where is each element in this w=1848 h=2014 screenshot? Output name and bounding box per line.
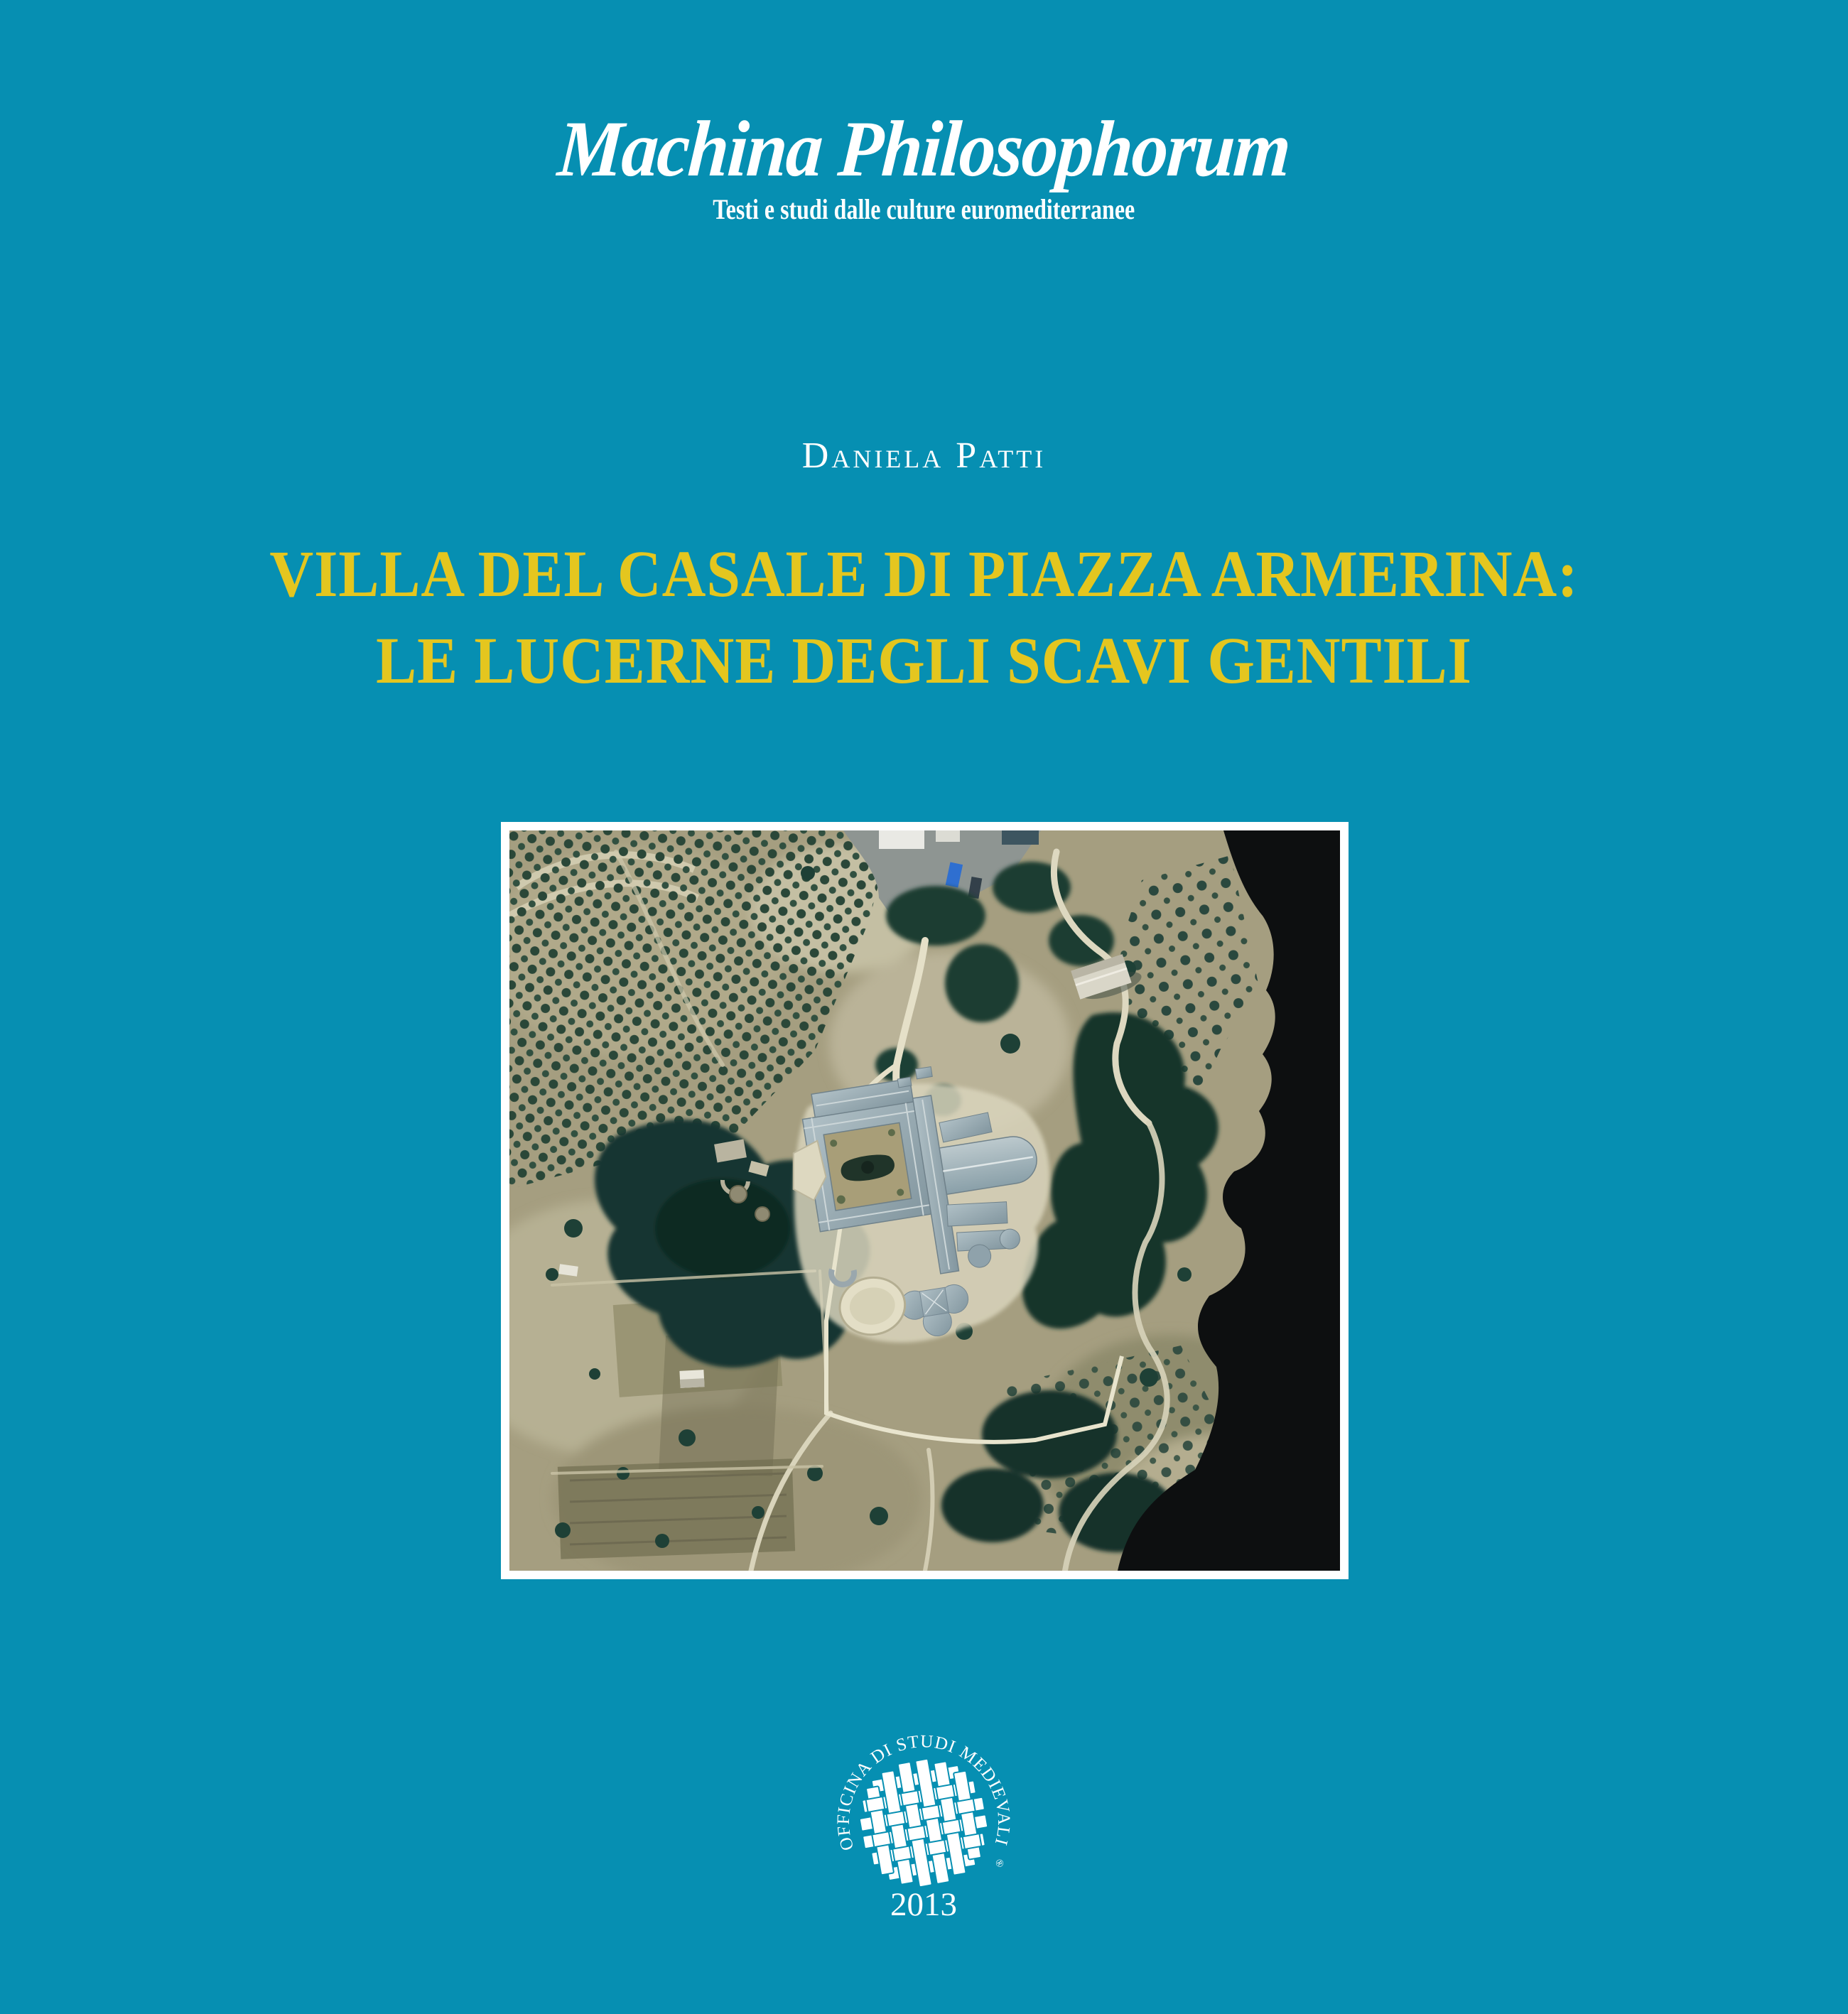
series-logo-block <box>0 107 1848 226</box>
book-title-line1: VILLA DEL CASALE DI PIAZZA ARMERINA: <box>269 538 1579 611</box>
author-name: Daniela Patti <box>801 435 1047 476</box>
hut <box>679 1370 704 1388</box>
cover-photo-frame <box>501 822 1349 1579</box>
series-name: Machina Philosophorum <box>555 105 1293 193</box>
aerial-photo <box>509 830 1340 1571</box>
publication-year: 2013 <box>890 1886 957 1923</box>
book-title-line2: LE LUCERNE DEGLI SCAVI GENTILI <box>376 624 1472 698</box>
registered-mark: ® <box>992 1857 1006 1870</box>
book-title <box>0 531 1848 705</box>
publisher-arc-text: OFFICINA DI STUDI MEDIEVALI <box>833 1732 1014 1853</box>
publisher-logo <box>801 1722 1046 1935</box>
series-subtitle: Testi e studi dalle culture euromediterranee <box>713 193 1135 225</box>
